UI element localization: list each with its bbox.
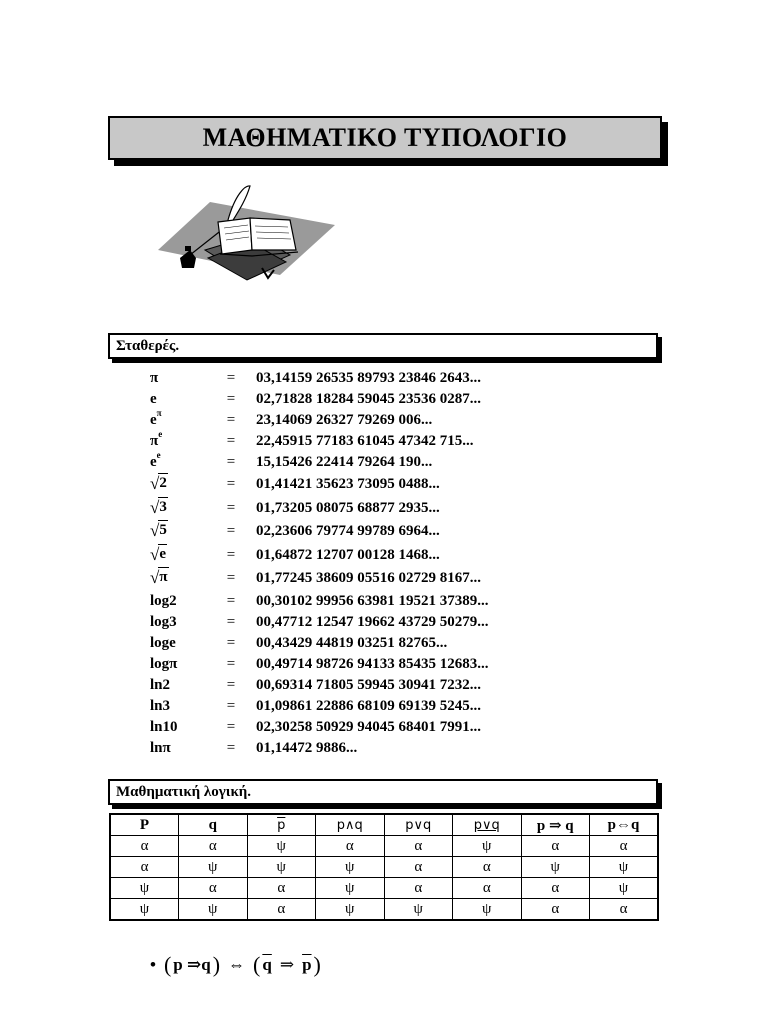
constant-symbol (150, 452, 206, 473)
constant-value: 01,64872 12707 00128 1468... (256, 546, 440, 563)
header-p-and-q: p∧q (316, 814, 385, 836)
symbol-exponent: e (156, 450, 161, 460)
constants-list (150, 368, 650, 759)
constant-row (150, 567, 650, 591)
truth-table-row (110, 878, 658, 899)
constant-symbol (150, 431, 206, 452)
equals-sign: = (226, 676, 236, 693)
symbol-base: log2 (150, 592, 177, 609)
symbol-base: e (150, 391, 157, 407)
truth-table-cell: α (453, 878, 522, 899)
constant-row (150, 675, 650, 696)
equals-sign: = (226, 370, 236, 386)
truth-table-cell: α (521, 899, 590, 921)
constant-symbol (150, 368, 206, 389)
constant-value: 01,09861 22886 68109 69139 5245... (256, 697, 481, 714)
equals-sign: = (226, 433, 236, 449)
constant-value: 02,23606 79774 99789 6964... (256, 523, 440, 540)
constant-symbol (150, 738, 206, 759)
truth-table-cell: ψ (247, 836, 316, 857)
truth-table-cell: α (590, 836, 659, 857)
constant-row (150, 410, 650, 431)
radicand: 3 (158, 497, 168, 518)
truth-table-cell: α (247, 899, 316, 921)
constant-value: 02,71828 18284 59045 23536 0287... (256, 391, 481, 407)
constant-symbol (150, 497, 206, 520)
logic-formula (150, 952, 321, 978)
radical-icon: √ (150, 497, 160, 517)
equals-sign: = (226, 499, 236, 516)
constant-row (150, 452, 650, 473)
symbol-base: loge (150, 634, 176, 651)
constant-row (150, 738, 650, 759)
formula-not-p: $\overline{p}$ (302, 955, 312, 974)
truth-table-cell: α (384, 836, 453, 857)
constant-row (150, 544, 650, 568)
truth-table-cell: α (590, 899, 659, 921)
right-paren-open: ( (253, 952, 261, 977)
equals-sign: = (226, 476, 236, 493)
constant-symbol (150, 544, 206, 567)
constant-value: 22,45915 77183 61045 47342 715... (256, 433, 474, 449)
implies-symbol: ⇒ (279, 955, 295, 974)
header-p: P (110, 814, 179, 836)
constant-symbol (150, 567, 206, 590)
constant-symbol (150, 675, 206, 696)
truth-table-cell: α (521, 878, 590, 899)
sqrt-expression (150, 567, 169, 588)
constant-value: 03,14159 26535 89793 23846 2643... (256, 370, 481, 386)
equals-sign: = (226, 613, 236, 630)
constant-row (150, 497, 650, 521)
constant-value: 02,30258 50929 94045 68401 7991... (256, 718, 481, 735)
document-title: ΜΑΘΗΜΑΤΙΚΟ ΤΥΠΟΛΟΓΙΟ (108, 116, 662, 160)
truth-table-cell: α (247, 878, 316, 899)
left-paren-open: ( (163, 952, 172, 977)
truth-table-row (110, 857, 658, 878)
truth-table-cell: ψ (453, 836, 522, 857)
constant-row (150, 520, 650, 544)
truth-table-cell: ψ (521, 857, 590, 878)
truth-table-row (110, 899, 658, 921)
equals-sign: = (226, 592, 236, 609)
book-and-quill-illustration (150, 180, 340, 295)
truth-table-cell: α (179, 878, 248, 899)
constant-symbol (150, 696, 206, 717)
truth-table (109, 813, 659, 921)
truth-table-cell: α (110, 857, 179, 878)
radicand: 2 (158, 473, 168, 494)
constant-value: 01,77245 38609 05516 02729 8167... (256, 570, 481, 587)
truth-table-cell: ψ (247, 857, 316, 878)
truth-table-cell: α (179, 836, 248, 857)
constant-row (150, 368, 650, 389)
symbol-exponent: π (156, 408, 162, 418)
constant-row (150, 696, 650, 717)
truth-table-cell: α (384, 857, 453, 878)
constant-value: 00,43429 44819 03251 82765... (256, 634, 448, 651)
symbol-base: e (150, 454, 157, 470)
constant-value: 01,14472 9886... (256, 739, 358, 756)
truth-table-cell: α (384, 878, 453, 899)
equals-sign: = (226, 655, 236, 672)
equals-sign: = (226, 546, 236, 563)
radical-icon: √ (150, 474, 160, 494)
radicand: 5 (158, 520, 168, 541)
radical-icon: √ (150, 568, 160, 588)
symbol-base: ln2 (150, 676, 171, 693)
equals-sign: = (226, 634, 236, 651)
equals-sign: = (226, 739, 236, 756)
constant-row (150, 633, 650, 654)
right-paren-close: ) (313, 952, 321, 977)
truth-table-cell: ψ (453, 899, 522, 921)
radicand: e (158, 544, 167, 565)
header-q: q (179, 814, 248, 836)
truth-table-cell: α (316, 836, 385, 857)
header-not-p-text: $\overline{p}$ (277, 817, 286, 833)
header-p-xor-q-text: p∨q (473, 817, 500, 833)
header-p-xor-q (453, 814, 522, 836)
symbol-exponent: e (158, 429, 163, 439)
symbol-base: e (150, 412, 157, 428)
equals-sign: = (226, 570, 236, 587)
constant-row (150, 717, 650, 738)
sqrt-expression (150, 473, 168, 494)
radical-icon: √ (150, 521, 160, 541)
truth-table-cell: ψ (316, 878, 385, 899)
constant-row (150, 431, 650, 452)
constant-value: 15,15426 22414 79264 190... (256, 454, 433, 470)
constant-symbol (150, 591, 206, 612)
truth-table-cell: ψ (316, 857, 385, 878)
constant-row (150, 654, 650, 675)
truth-table-cell: ψ (179, 857, 248, 878)
symbol-base: lnπ (150, 739, 171, 756)
symbol-base: logπ (150, 655, 178, 672)
sqrt-expression (150, 520, 168, 541)
equals-sign: = (226, 718, 236, 735)
constants-heading: Σταθερές. (108, 333, 658, 359)
formula-not-q: $\overline{q}$ (262, 955, 272, 974)
truth-table-cell: α (453, 857, 522, 878)
sqrt-expression (150, 497, 168, 518)
symbol-base: log3 (150, 613, 177, 630)
logic-heading: Μαθηματική λογική. (108, 779, 658, 805)
constant-row (150, 591, 650, 612)
iff-symbol: ⇔ (228, 955, 246, 974)
header-p-iff-q: p⇔q (590, 814, 659, 836)
equals-sign: = (226, 454, 236, 470)
radicand: π (158, 567, 168, 588)
truth-table-cell: ψ (590, 857, 659, 878)
constant-value: 00,69314 71805 59945 30941 7232... (256, 676, 481, 693)
header-p-implies-q: p ⇒ q (521, 814, 590, 836)
truth-table-cell: ψ (110, 899, 179, 921)
constant-value: 01,41421 35623 73095 0488... (256, 476, 440, 493)
constant-row (150, 612, 650, 633)
symbol-base: ln3 (150, 697, 171, 714)
truth-table-row (110, 836, 658, 857)
truth-table-cell: ψ (384, 899, 453, 921)
symbol-base: π (150, 433, 159, 449)
header-p-or-q: p∨q (384, 814, 453, 836)
truth-table-cell: ψ (179, 899, 248, 921)
constant-value: 00,49714 98726 94133 85435 12683... (256, 655, 489, 672)
equals-sign: = (226, 697, 236, 714)
equals-sign: = (226, 391, 236, 407)
equals-sign: = (226, 523, 236, 540)
constant-symbol (150, 633, 206, 654)
radical-icon: √ (150, 544, 160, 564)
sqrt-expression (150, 544, 167, 565)
constant-symbol (150, 410, 206, 431)
symbol-base: ln10 (150, 718, 178, 735)
formula-left-expr: p ⇒q (173, 955, 211, 974)
truth-table-header-row (110, 814, 658, 836)
constant-symbol (150, 654, 206, 675)
constant-symbol (150, 473, 206, 496)
bullet-glyph: • (150, 955, 156, 974)
left-paren-close: ) (212, 952, 221, 977)
truth-table-cell: α (110, 836, 179, 857)
constant-value: 00,47712 12547 19662 43729 50279... (256, 613, 489, 630)
constant-row (150, 473, 650, 497)
truth-table-cell: ψ (316, 899, 385, 921)
constant-symbol (150, 520, 206, 543)
constant-symbol (150, 389, 206, 410)
constant-value: 01,73205 08075 68877 2935... (256, 499, 440, 516)
constant-value: 00,30102 99956 63981 19521 37389... (256, 592, 489, 609)
constant-symbol (150, 717, 206, 738)
header-not-p (247, 814, 316, 836)
constant-value: 23,14069 26327 79269 006... (256, 412, 433, 428)
truth-table-cell: α (521, 836, 590, 857)
truth-table-cell: ψ (590, 878, 659, 899)
constant-row (150, 389, 650, 410)
constant-symbol (150, 612, 206, 633)
equals-sign: = (226, 412, 236, 428)
symbol-base: π (150, 370, 159, 386)
truth-table-cell: ψ (110, 878, 179, 899)
